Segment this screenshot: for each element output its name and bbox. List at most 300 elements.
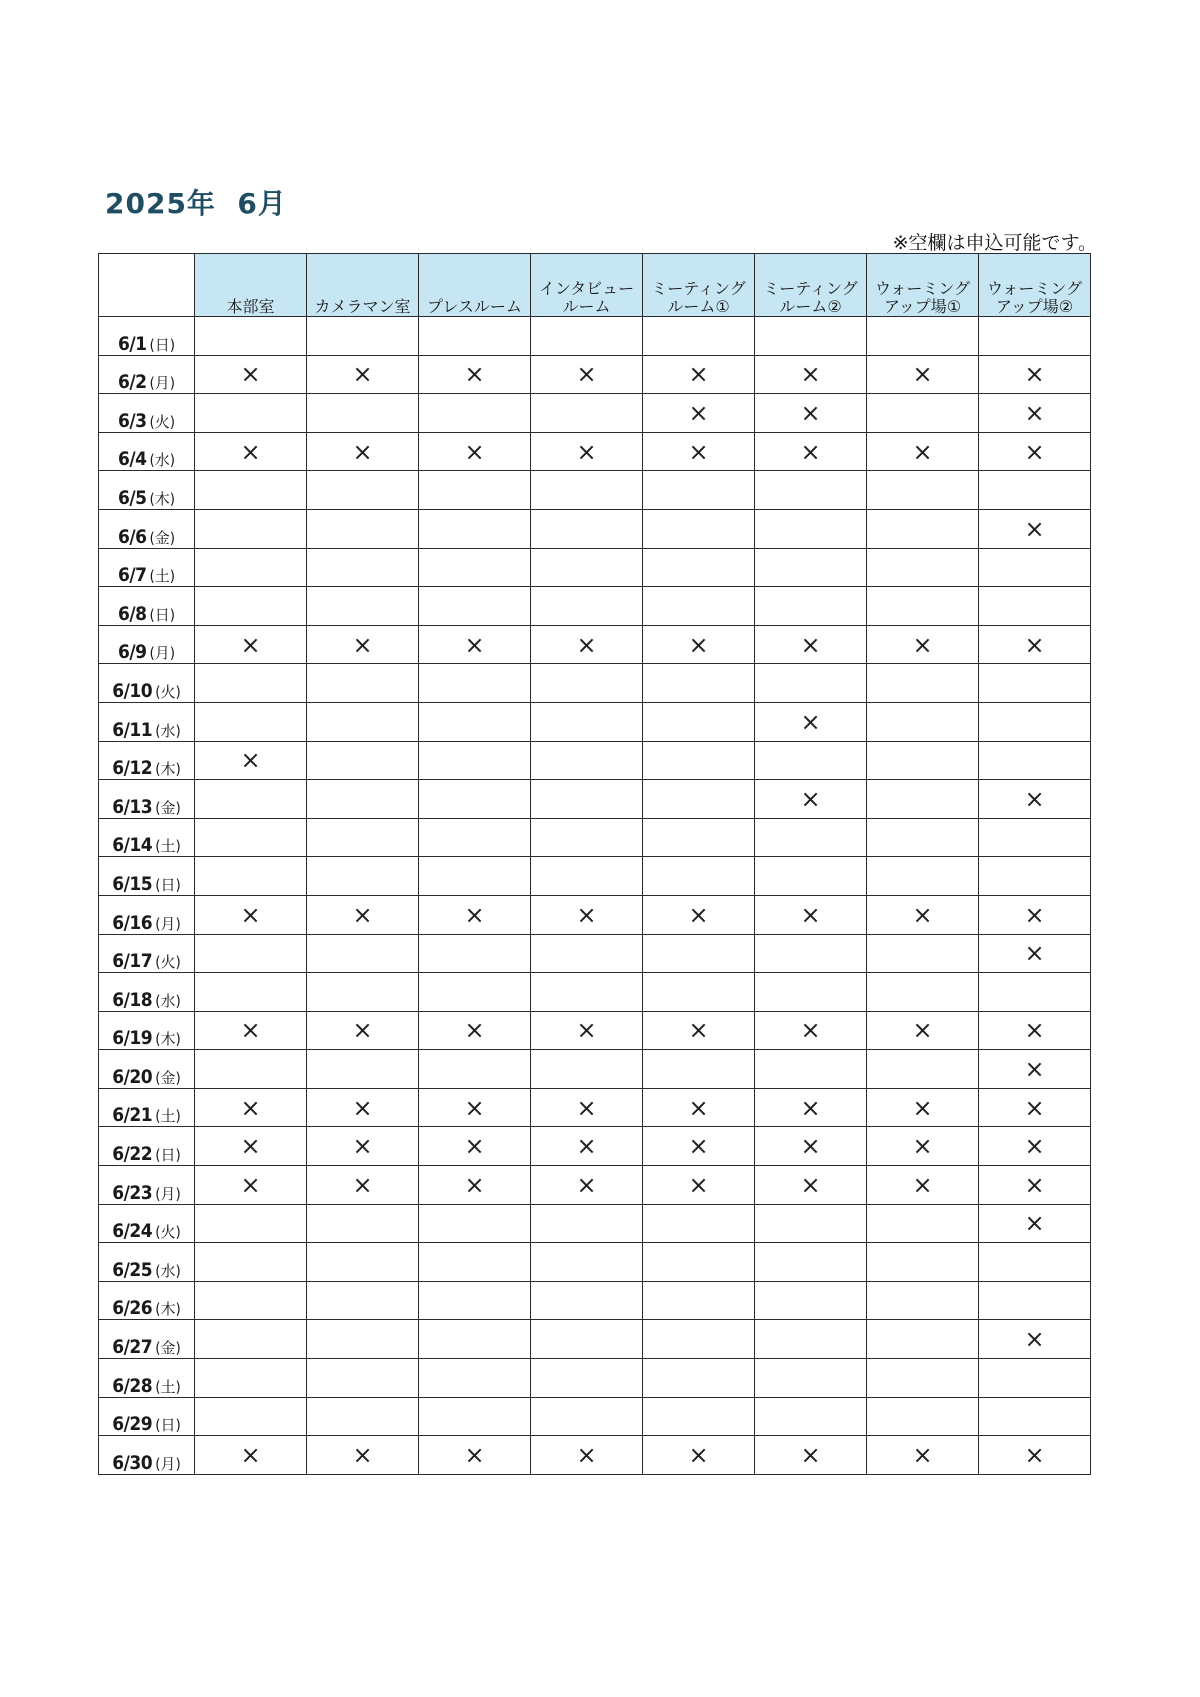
available-cell [867, 394, 979, 433]
available-cell [979, 1281, 1091, 1320]
date-label: 6/7 [117, 564, 147, 587]
booked-mark-cell: × [867, 1011, 979, 1050]
available-cell [531, 702, 643, 741]
available-cell [531, 587, 643, 626]
booked-mark-cell: × [755, 895, 867, 934]
date-label: 6/5 [117, 486, 147, 509]
available-cell [307, 818, 419, 857]
available-cell [867, 471, 979, 510]
available-cell [643, 857, 755, 896]
booked-mark-cell: × [643, 1436, 755, 1475]
available-cell [531, 664, 643, 703]
available-cell [195, 780, 307, 819]
booked-mark-cell: × [531, 1127, 643, 1166]
available-cell [195, 818, 307, 857]
table-row [99, 1436, 1091, 1475]
header-row [99, 254, 1091, 317]
available-cell [979, 317, 1091, 356]
weekday-label: (月) [155, 1184, 181, 1203]
date-label: 6/9 [117, 641, 147, 664]
booked-mark-cell: × [307, 432, 419, 471]
available-cell [867, 973, 979, 1012]
available-cell [419, 857, 531, 896]
weekday-label: (日) [155, 875, 181, 894]
table-row [99, 1359, 1091, 1398]
available-cell [307, 934, 419, 973]
available-cell [531, 780, 643, 819]
booked-mark-cell: × [867, 1127, 979, 1166]
weekday-label: (木) [149, 489, 176, 508]
available-cell [643, 934, 755, 973]
available-cell [195, 1359, 307, 1398]
available-cell [419, 509, 531, 548]
available-cell [643, 818, 755, 857]
date-cell [99, 934, 195, 973]
column-header-meeting-1: ミーティング ルーム① [643, 254, 755, 317]
booked-mark-cell: × [979, 509, 1091, 548]
date-label: 6/17 [112, 950, 153, 973]
date-cell [99, 1011, 195, 1050]
weekday-label: (木) [155, 760, 181, 779]
available-cell [307, 1281, 419, 1320]
available-cell [307, 1050, 419, 1089]
available-cell [755, 509, 867, 548]
weekday-label: (水) [155, 991, 181, 1010]
available-cell [531, 1243, 643, 1282]
table-row [99, 355, 1091, 394]
available-cell [979, 1397, 1091, 1436]
available-cell [643, 780, 755, 819]
available-cell [419, 780, 531, 819]
booked-mark-cell: × [979, 1204, 1091, 1243]
available-cell [755, 664, 867, 703]
available-cell [307, 1204, 419, 1243]
date-cell [99, 664, 195, 703]
available-cell [307, 973, 419, 1012]
booked-mark-cell: × [979, 1127, 1091, 1166]
available-cell [643, 973, 755, 1012]
booked-mark-cell: × [419, 1011, 531, 1050]
booked-mark-cell: × [755, 1436, 867, 1475]
available-cell [531, 934, 643, 973]
available-cell [419, 973, 531, 1012]
table-row [99, 317, 1091, 356]
date-label: 6/18 [112, 988, 153, 1011]
available-cell [643, 1320, 755, 1359]
available-cell [531, 1204, 643, 1243]
available-cell [867, 818, 979, 857]
available-cell [867, 587, 979, 626]
date-label: 6/4 [117, 448, 147, 471]
booked-mark-cell: × [979, 780, 1091, 819]
booked-mark-cell: × [419, 625, 531, 664]
available-cell [755, 317, 867, 356]
available-cell [419, 818, 531, 857]
table-row [99, 1320, 1091, 1359]
column-header-meeting-2: ミーティング ルーム② [755, 254, 867, 317]
date-cell [99, 1166, 195, 1205]
date-label: 6/14 [112, 834, 153, 857]
available-cell [531, 857, 643, 896]
table-row [99, 1281, 1091, 1320]
date-cell [99, 818, 195, 857]
available-cell [979, 857, 1091, 896]
available-cell [755, 857, 867, 896]
available-cell [531, 509, 643, 548]
booked-mark-cell: × [979, 1320, 1091, 1359]
available-cell [979, 973, 1091, 1012]
available-cell [979, 471, 1091, 510]
weekday-label: (金) [149, 528, 176, 547]
booked-mark-cell: × [307, 895, 419, 934]
date-cell [99, 587, 195, 626]
available-cell [755, 1204, 867, 1243]
weekday-label: (月) [155, 914, 181, 933]
booked-mark-cell: × [419, 355, 531, 394]
booked-mark-cell: × [195, 625, 307, 664]
table-row [99, 780, 1091, 819]
table-row [99, 857, 1091, 896]
weekday-label: (土) [155, 1377, 181, 1396]
table-row [99, 741, 1091, 780]
available-cell [531, 1397, 643, 1436]
table-row [99, 895, 1091, 934]
column-header-warmup-2: ウォーミング アップ場② [979, 254, 1091, 317]
booked-mark-cell: × [867, 895, 979, 934]
available-cell [643, 1281, 755, 1320]
table-row [99, 509, 1091, 548]
date-label: 6/3 [117, 409, 147, 432]
available-cell [531, 317, 643, 356]
availability-note: ※空欄は申込可能です。 [892, 232, 1097, 254]
date-label: 6/20 [112, 1065, 153, 1088]
table-row [99, 587, 1091, 626]
available-cell [643, 509, 755, 548]
date-label: 6/29 [112, 1413, 153, 1436]
available-cell [307, 317, 419, 356]
available-cell [419, 394, 531, 433]
date-label: 6/25 [112, 1258, 153, 1281]
table-row [99, 818, 1091, 857]
available-cell [307, 394, 419, 433]
booked-mark-cell: × [979, 1436, 1091, 1475]
date-label: 6/26 [112, 1297, 153, 1320]
date-cell [99, 625, 195, 664]
date-cell [99, 471, 195, 510]
date-cell [99, 1050, 195, 1089]
available-cell [867, 548, 979, 587]
date-cell [99, 1436, 195, 1475]
available-cell [195, 1281, 307, 1320]
booked-mark-cell: × [979, 895, 1091, 934]
table-row [99, 664, 1091, 703]
booked-mark-cell: × [531, 1088, 643, 1127]
available-cell [867, 317, 979, 356]
date-cell [99, 1127, 195, 1166]
date-label: 6/24 [112, 1220, 153, 1243]
available-cell [867, 780, 979, 819]
available-cell [643, 1359, 755, 1398]
available-cell [419, 548, 531, 587]
available-cell [419, 1281, 531, 1320]
booked-mark-cell: × [531, 625, 643, 664]
date-label: 6/11 [112, 718, 153, 741]
available-cell [195, 1204, 307, 1243]
weekday-label: (火) [149, 412, 176, 431]
table-row [99, 432, 1091, 471]
page-title: 2025年 6月 [105, 187, 287, 220]
booked-mark-cell: × [867, 355, 979, 394]
booked-mark-cell: × [755, 780, 867, 819]
available-cell [531, 1359, 643, 1398]
available-cell [867, 741, 979, 780]
available-cell [979, 548, 1091, 587]
weekday-label: (土) [149, 567, 176, 586]
booked-mark-cell: × [195, 1127, 307, 1166]
available-cell [979, 1243, 1091, 1282]
column-header-honbu: 本部室 [195, 254, 307, 317]
available-cell [755, 1050, 867, 1089]
booked-mark-cell: × [755, 1088, 867, 1127]
available-cell [531, 1320, 643, 1359]
table-row [99, 1088, 1091, 1127]
available-cell [643, 702, 755, 741]
booked-mark-cell: × [755, 625, 867, 664]
booked-mark-cell: × [195, 1436, 307, 1475]
date-cell [99, 1281, 195, 1320]
weekday-label: (水) [149, 451, 176, 470]
table-row [99, 1011, 1091, 1050]
booked-mark-cell: × [531, 355, 643, 394]
available-cell [867, 664, 979, 703]
date-cell [99, 317, 195, 356]
date-label: 6/21 [112, 1104, 153, 1127]
available-cell [419, 1397, 531, 1436]
available-cell [307, 664, 419, 703]
table-row [99, 1050, 1091, 1089]
available-cell [195, 664, 307, 703]
available-cell [419, 664, 531, 703]
date-label: 6/22 [112, 1143, 153, 1166]
available-cell [419, 317, 531, 356]
table-row [99, 1204, 1091, 1243]
table-row [99, 625, 1091, 664]
booked-mark-cell: × [643, 355, 755, 394]
date-cell [99, 895, 195, 934]
weekday-label: (水) [155, 1261, 181, 1280]
booked-mark-cell: × [643, 432, 755, 471]
available-cell [307, 780, 419, 819]
available-cell [307, 1243, 419, 1282]
booked-mark-cell: × [643, 394, 755, 433]
available-cell [755, 934, 867, 973]
date-cell [99, 432, 195, 471]
available-cell [979, 818, 1091, 857]
available-cell [643, 1397, 755, 1436]
date-label: 6/19 [112, 1027, 153, 1050]
date-label: 6/13 [112, 795, 153, 818]
available-cell [195, 934, 307, 973]
available-cell [195, 857, 307, 896]
booked-mark-cell: × [979, 355, 1091, 394]
table-row [99, 1243, 1091, 1282]
available-cell [867, 857, 979, 896]
available-cell [531, 1281, 643, 1320]
available-cell [867, 1204, 979, 1243]
weekday-label: (月) [155, 1454, 181, 1473]
date-label: 6/30 [112, 1451, 153, 1474]
weekday-label: (水) [155, 721, 181, 740]
available-cell [755, 973, 867, 1012]
booked-mark-cell: × [979, 934, 1091, 973]
booked-mark-cell: × [755, 1011, 867, 1050]
booked-mark-cell: × [979, 1166, 1091, 1205]
booked-mark-cell: × [531, 1436, 643, 1475]
available-cell [643, 1204, 755, 1243]
available-cell [307, 1397, 419, 1436]
available-cell [419, 1050, 531, 1089]
available-cell [643, 1243, 755, 1282]
available-cell [867, 1359, 979, 1398]
booked-mark-cell: × [419, 1436, 531, 1475]
weekday-label: (金) [155, 798, 181, 817]
date-cell [99, 1088, 195, 1127]
available-cell [307, 1359, 419, 1398]
available-cell [867, 1281, 979, 1320]
booked-mark-cell: × [307, 1127, 419, 1166]
table-row [99, 471, 1091, 510]
available-cell [755, 1397, 867, 1436]
available-cell [195, 1320, 307, 1359]
available-cell [307, 587, 419, 626]
column-header-press: プレスルーム [419, 254, 531, 317]
available-cell [867, 702, 979, 741]
booked-mark-cell: × [531, 1166, 643, 1205]
available-cell [643, 664, 755, 703]
booked-mark-cell: × [307, 1011, 419, 1050]
available-cell [419, 934, 531, 973]
available-cell [419, 1243, 531, 1282]
available-cell [643, 1050, 755, 1089]
booked-mark-cell: × [195, 355, 307, 394]
booked-mark-cell: × [979, 1088, 1091, 1127]
available-cell [307, 548, 419, 587]
booked-mark-cell: × [419, 432, 531, 471]
weekday-label: (土) [155, 1107, 181, 1126]
booked-mark-cell: × [755, 1166, 867, 1205]
available-cell [755, 1281, 867, 1320]
available-cell [867, 1050, 979, 1089]
booked-mark-cell: × [419, 1088, 531, 1127]
available-cell [643, 471, 755, 510]
available-cell [195, 1243, 307, 1282]
date-cell [99, 973, 195, 1012]
booked-mark-cell: × [195, 1166, 307, 1205]
booked-mark-cell: × [307, 1088, 419, 1127]
available-cell [419, 1320, 531, 1359]
booked-mark-cell: × [979, 1011, 1091, 1050]
table-row [99, 1127, 1091, 1166]
date-label: 6/15 [112, 872, 153, 895]
available-cell [643, 741, 755, 780]
booked-mark-cell: × [419, 1127, 531, 1166]
date-label: 6/6 [117, 525, 147, 548]
available-cell [307, 702, 419, 741]
weekday-label: (月) [149, 644, 176, 663]
booked-mark-cell: × [419, 1166, 531, 1205]
booked-mark-cell: × [307, 1166, 419, 1205]
date-cell [99, 355, 195, 394]
date-label: 6/2 [117, 371, 147, 394]
available-cell [867, 509, 979, 548]
date-cell [99, 780, 195, 819]
date-cell [99, 857, 195, 896]
available-cell [195, 587, 307, 626]
weekday-label: (日) [149, 605, 176, 624]
booked-mark-cell: × [867, 625, 979, 664]
table-row [99, 1166, 1091, 1205]
booked-mark-cell: × [195, 1088, 307, 1127]
available-cell [755, 1243, 867, 1282]
room-schedule-table [98, 253, 1091, 1475]
table-row [99, 394, 1091, 433]
booked-mark-cell: × [531, 1011, 643, 1050]
available-cell [195, 548, 307, 587]
booked-mark-cell: × [643, 1088, 755, 1127]
available-cell [307, 741, 419, 780]
date-cell [99, 394, 195, 433]
available-cell [419, 1359, 531, 1398]
table-row [99, 973, 1091, 1012]
booked-mark-cell: × [979, 625, 1091, 664]
date-cell [99, 1243, 195, 1282]
table-row [99, 934, 1091, 973]
booked-mark-cell: × [195, 741, 307, 780]
available-cell [531, 741, 643, 780]
available-cell [195, 317, 307, 356]
available-cell [755, 741, 867, 780]
available-cell [419, 587, 531, 626]
weekday-label: (日) [149, 335, 176, 354]
booked-mark-cell: × [979, 432, 1091, 471]
weekday-label: (木) [155, 1300, 181, 1319]
column-header-interview: インタビュー ルーム [531, 254, 643, 317]
corner-cell [99, 254, 195, 317]
weekday-label: (月) [149, 374, 176, 393]
booked-mark-cell: × [755, 702, 867, 741]
booked-mark-cell: × [195, 1011, 307, 1050]
table-row [99, 1397, 1091, 1436]
date-cell [99, 509, 195, 548]
date-label: 6/8 [117, 602, 147, 625]
available-cell [307, 857, 419, 896]
available-cell [867, 934, 979, 973]
weekday-label: (木) [155, 1030, 181, 1049]
booked-mark-cell: × [307, 1436, 419, 1475]
date-label: 6/1 [117, 332, 147, 355]
date-label: 6/27 [112, 1336, 153, 1359]
available-cell [307, 1320, 419, 1359]
date-cell [99, 741, 195, 780]
available-cell [195, 394, 307, 433]
date-cell [99, 1204, 195, 1243]
weekday-label: (金) [155, 1339, 181, 1358]
available-cell [867, 1243, 979, 1282]
available-cell [531, 471, 643, 510]
available-cell [195, 1050, 307, 1089]
available-cell [195, 471, 307, 510]
weekday-label: (火) [155, 953, 181, 972]
